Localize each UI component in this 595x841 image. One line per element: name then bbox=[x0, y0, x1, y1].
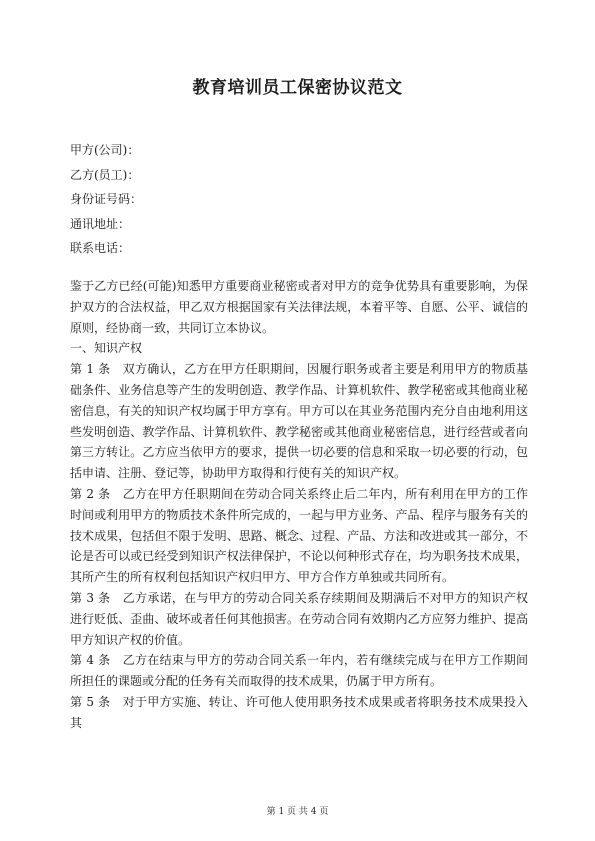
article-5: 第 5 条 对于甲方实施、转让、许可他人使用职务技术成果或者将职务技术成果投入其 bbox=[70, 694, 528, 730]
id-number-field: 身份证号码： bbox=[70, 192, 143, 206]
article-2: 第 2 条 乙方在甲方任职期间在劳动合同关系终止后二年内，所有利用在甲方的工作时间或利用甲方的物质技术条件所完成的，一起与甲方业务、产品、程序与服务有关的技术成果，包括但不限于发明、思路、概念、过程、产品、方法和改进或其一部分，不论是否可以或已经受到知识产权法律保护，不论以何种形式存在，均为职务技术成果，其所产生的所有权利包括知识产权归甲方、甲方合作方单独或共同所有。 bbox=[70, 486, 528, 585]
article-4: 第 4 条 乙方在结束与甲方的劳动合同关系一年内，若有继续完成与在甲方工作期间所担任的课题或分配的任务有关而取得的技术成果，仍属于甲方所有。 bbox=[70, 653, 528, 689]
article-3: 第 3 条 乙方承诺，在与甲方的劳动合同关系存续期间及期满后不对甲方的知识产权进行贬低、歪曲、破坏或者任何其他损害。在劳动合同有效期内乙方应努力维护、提高甲方知识产权的价值。 bbox=[70, 590, 528, 647]
preamble-paragraph: 鉴于乙方已经(可能)知悉甲方重要商业秘密或者对甲方的竞争优势具有重要影响，为保护双方的合法权益，甲乙双方根据国家有关法律法规，本着平等、自愿、公平、诚信的原则，经协商一致，共同订立本协议。 bbox=[70, 279, 528, 335]
agreement-body bbox=[70, 276, 528, 734]
phone-field: 联系电话： bbox=[70, 241, 131, 255]
party-b-field: 乙方(员工)： bbox=[70, 167, 140, 182]
address-field: 通讯地址： bbox=[70, 216, 131, 231]
party-a-field: 甲方(公司)： bbox=[70, 143, 140, 157]
party-info-fields bbox=[70, 138, 530, 261]
section-heading-intellectual-property: 一、知识产权 bbox=[70, 341, 143, 356]
document-title: 教育培训员工保密协议范文 bbox=[192, 78, 403, 98]
article-1: 第 1 条 双方确认，乙方在甲方任职期间，因履行职务或者主要是利用甲方的物质基础条件、业务信息等产生的发明创造、教学作品、计算机软件、教学秘密或其他商业秘密信息，有关的知识产权均属于甲方享有。甲方可以在其业务范围内充分自由地利用这些发明创造、教学作品、计算机软件、教学秘密或其他商业秘密信息，进行经营或者向第三方转让。乙方应当依甲方的要求，提供一切必要的信息和采取一切必要的行动，包括申请、注册、登记等，协助甲方取得和行使有关的知识产权。 bbox=[70, 362, 528, 481]
page-number-footer: 第 1 页 共 4 页 bbox=[266, 807, 329, 817]
